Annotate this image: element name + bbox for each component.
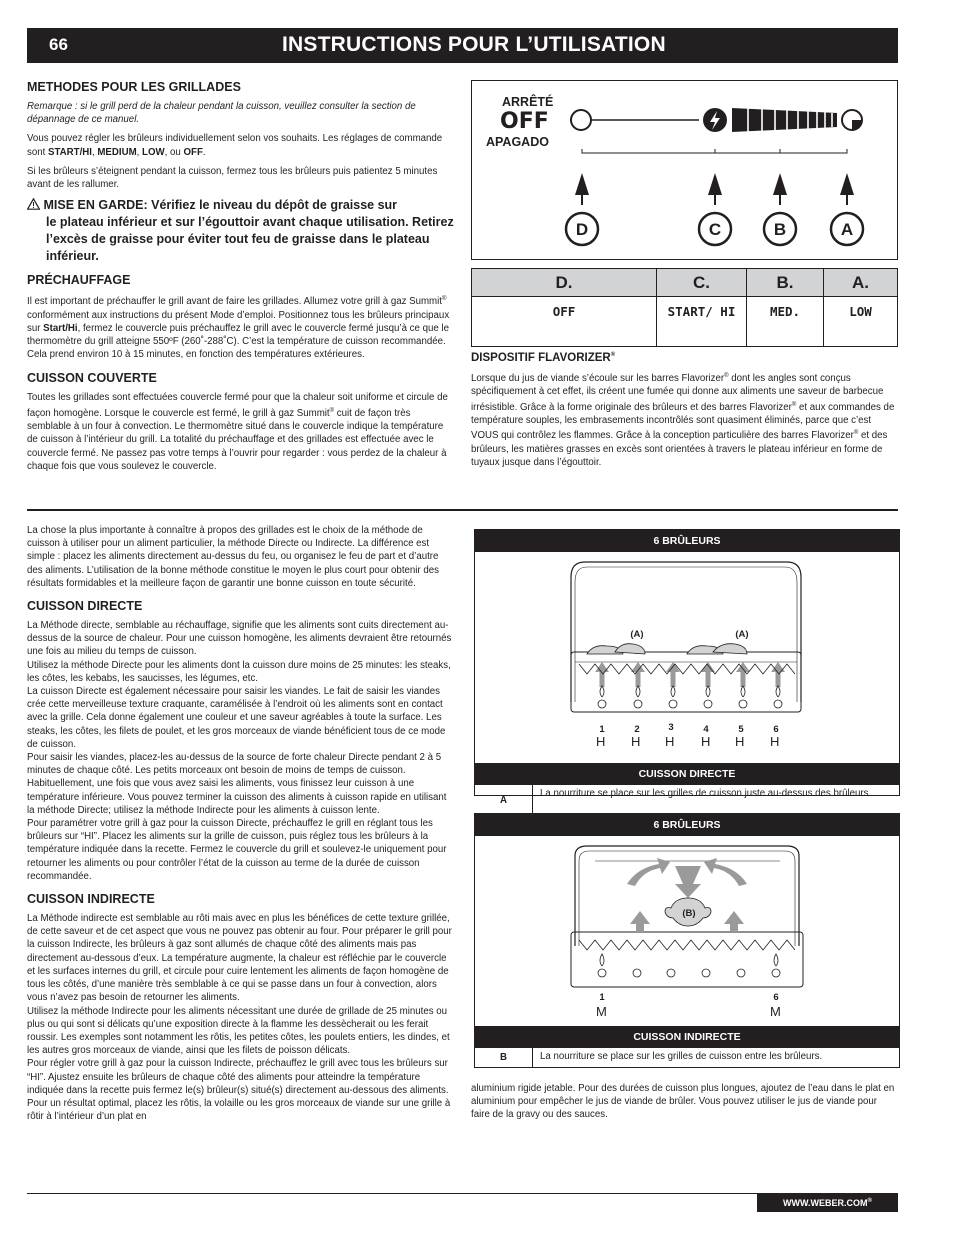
callout-b: B xyxy=(773,220,787,239)
left-top-column xyxy=(27,80,455,479)
directe-para-1: La Méthode directe, semblable au réchauffage, signifie que les aliments sont cuits directement au-dessus de la source de chaleur. Pour une cuisson homogène, les aliments devraient être retournés une fois au milieu du temps de cuisson. xyxy=(27,620,452,658)
low-position-icon xyxy=(842,110,862,130)
methodes-para-2: Si les brûleurs s’éteignent pendant la cuisson, fermez tous les brûleurs puis patientez 5 minutes avant de les rallumer. xyxy=(27,165,438,191)
burner-setting-2: H xyxy=(631,734,641,749)
figure-direct-subtitle: CUISSON DIRECTE xyxy=(475,763,899,785)
methodes-para-1: Vous pouvez régler les brûleurs individuellement selon vos souhaits. Les réglages de commande sont START/HI, MEDIUM, LOW, ou OFF. xyxy=(27,133,443,158)
burner-number-1-indirect: 1 xyxy=(599,992,605,1003)
flavorizer-heading: DISPOSITIF FLAVORIZER® xyxy=(471,352,616,364)
indirecte-para-2: Utilisez la méthode Indirecte pour les aliments nécessitant une durée de grillade de 25 minutes ou plus ou qui sont si délicats qu’une exposition directe à la flamme les dessècherait ou les ferait roussir. Les exemples sont notamment les rôtis, les petites côtes, les poulets entiers, les dindes, et les autres gros morceaux de viande, ainsi que les filets de poisson délicats. xyxy=(27,1005,450,1057)
methodes-heading: METHODES POUR LES GRILLADES xyxy=(27,80,241,94)
footer-website: WWW.WEBER.COM® xyxy=(757,1193,898,1212)
control-panel-diagram xyxy=(471,80,898,260)
burner-setting-5: H xyxy=(735,734,745,749)
burner-number-5: 5 xyxy=(738,724,744,735)
food-label-a-1: (A) xyxy=(630,629,644,640)
knob-settings-table xyxy=(471,268,898,347)
burner-setting-4: H xyxy=(701,734,711,749)
prechauffage-para: Il est important de préchauffer le grill avant de faire les grillades. Allumez votre grill à gaz Summit® conformément aux instructions du présent Mode d’emploi. Positionnez tous les brûleurs principaux sur Start/Hi, fermez le couvercle puis préchauffez le grill avec le couvercle fermé jusqu’à ce que le thermomètre du grill atteigne 550ºF (260˚-288˚C). C’est la température de cuisson recommandée. Cela prend environ 10 à 15 minutes, en fonction des températures extérieures. xyxy=(27,296,450,361)
burner-number-2: 2 xyxy=(634,724,640,735)
warning-rest: le plateau inférieur et sur l’égouttoir avant chaque utilisation. Retirez l’excès de graisse pour éviter tout feu de graisse dans le plateau inférieur. xyxy=(46,215,454,264)
figure-indirect-subtitle: CUISSON INDIRECTE xyxy=(475,1026,899,1048)
page-number: 66 xyxy=(49,35,68,54)
grill-illustration-indirect xyxy=(475,836,899,1026)
food-label-a-2: (A) xyxy=(735,629,749,640)
methodes-note: Remarque : si le grill perd de la chaleur pendant la cuisson, veuillez consulter la section de dépannage de ce manuel. xyxy=(27,101,416,126)
legend-text-a: La nourriture se place sur les grilles de cuisson juste au-dessus des brûleurs. xyxy=(540,788,872,799)
prechauffage-heading: PRÉCHAUFFAGE xyxy=(27,273,131,288)
grill-illustration-direct xyxy=(475,552,899,749)
couverte-heading: CUISSON COUVERTE xyxy=(27,371,157,386)
burner-flames-indirect xyxy=(598,954,780,977)
cell-a: LOW xyxy=(824,297,898,347)
header-bar xyxy=(27,28,898,63)
left-bottom-column xyxy=(27,524,455,1123)
callout-a: A xyxy=(840,220,854,239)
directe-para-4: Pour saisir les viandes, placez-les au-dessus de la source de forte chaleur Directe pendant 2 à 5 minutes de chaque côté. Les petits morceaux ont besoin de moins de temps de cuisson. Habituellement, une fois que vous avez saisi les aliments, vous finissez leur cuisson à une température inférieure. Vous pouvez terminer la cuisson des aliments à cuisson rapide en utilisant la méthode Directe; utilisez la méthode Indirecte pour les aliments à cuisson lente. xyxy=(27,752,447,816)
cell-d: OFF xyxy=(472,297,657,347)
intro-para: La chose la plus importante à connaître à propos des grillades est le choix de la méthode de cuisson à utiliser pour un aliment particulier, la méthode Directe ou Indirecte. La différence est simple : placez les aliments directement au-dessus du feu, ou organisez le feu de part et d’autre des aliments. L’utilisation de la bonne méthode constitue le moyen le plus court pour obtenir des résultats formidables et la meilleure façon de garantir une bonne cuisson en toute sécurité. xyxy=(27,525,439,589)
burner-number-6-indirect: 6 xyxy=(773,992,779,1003)
off-label: OFF xyxy=(500,109,549,134)
col-header-a: A. xyxy=(824,269,898,297)
flavorizer-para: Lorsque du jus de viande s’écoule sur les barres Flavorizer® dont les angles sont conçus spécifiquement à cet effet, ils créent une fumée qui donne aux aliments une saveur de barbecue irrésistible. Grâce à la forme originale des brûleurs et des barres Flavorizer® et aux commandes de température souples, les embrasements incontrôlés sont quasiment éliminés, parce que c’est VOUS qui contrôlez les flammes. Grâce à la conception particulière des barres Flavorizer® et des brûleurs, les matières grasses en excès sont orientées à travers le plateau inférieur en forme de tuyaux jusque dans l’égouttoir. xyxy=(471,373,895,468)
legend-text-b: La nourriture se place sur les grilles de cuisson entre les brûleurs. xyxy=(540,1051,823,1062)
food-label-b: (B) xyxy=(682,908,696,919)
continuation-para: aluminium rigide jetable. Pour des durées de cuisson plus longues, ajoutez de l’eau dans le plat en aluminium pour empêcher le jus de viande de brûler. Vous pouvez utiliser le jus de viande pour faire de la gravy ou des sauces. xyxy=(471,1083,895,1121)
indirecte-continuation xyxy=(471,1082,898,1128)
figure-indirect-cooking xyxy=(474,813,900,1068)
indirecte-heading: CUISSON INDIRECTE xyxy=(27,892,155,907)
burner-setting-1: H xyxy=(596,734,606,749)
figure-direct-cooking xyxy=(474,529,900,806)
couverte-para: Toutes les grillades sont effectuées couvercle fermé pour que la chaleur soit uniforme et circule de façon homogène. Lorsque le couvercle est fermé, le grill à gaz Summit® cuit de façon très semblable à un four à convection. Le thermomètre situé dans le couvercle indique la température de cuisson à l’intérieur du grill. La totalité du préchauffage et des grillades est effectuée avec le couvercle fermé. Ne passez pas votre temps à l’ouvrir pour regarder : vous perdez de la chaleur à chaque fois que vous soulevez le couvercle. xyxy=(27,392,448,472)
flavorizer-section xyxy=(471,352,898,475)
burner-flames xyxy=(598,686,782,708)
off-position-circle xyxy=(571,110,591,130)
figure-indirect-legend xyxy=(475,1048,899,1068)
directe-para-5: Pour paramétrer votre grill à gaz pour la cuisson Directe, préchauffez le grill en réglant tous les brûleurs sur “HI”. Placez les aliments sur la grille de cuisson, puis réglez tous les brûleurs à la température indiquée dans la recette. Fermez le couvercle du grill et soulevez-le uniquement pour retourner les aliments ou pour contrôler l’état de la cuisson au terme de la durée de cuisson recommandée. xyxy=(27,818,447,882)
warning-line-1: MISE EN GARDE: Vérifiez le niveau du dépôt de graisse sur xyxy=(43,198,398,213)
heat-arrows xyxy=(602,670,778,687)
callout-arrows xyxy=(575,173,854,205)
apagado-label: APAGADO xyxy=(486,135,549,149)
page-title: INSTRUCTIONS POUR L’UTILISATION xyxy=(282,33,666,56)
burner-setting-1-indirect: M xyxy=(596,1004,607,1019)
warning-icon xyxy=(27,198,43,212)
col-header-b: B. xyxy=(747,269,824,297)
figure-direct-title: 6 BRÛLEURS xyxy=(475,530,899,552)
directe-para-3: La cuisson Directe est également nécessaire pour saisir les viandes. Le fait de saisir les viandes crée cette merveilleuse texture craquante, caramélisée à l’endroit où les aliments sont en contact avec la grille. Cela donne également une couleur et une saveur agréables à toute la surface. Les steaks, les côtes, les filets de poulet, et les gros morceaux de viande bénéficient tous de ce mode de cuisson. xyxy=(27,686,446,750)
burner-number-1: 1 xyxy=(599,724,605,735)
figure-indirect-title: 6 BRÛLEURS xyxy=(475,814,899,836)
burner-number-3: 3 xyxy=(668,722,674,733)
indirecte-para-3: Pour régler votre grill à gaz pour la cuisson Indirecte, préchauffez le grill avec tous les brûleurs sur “HI”. Ajustez ensuite les brûleurs de chaque côté des aliments pour atteindre la température indiquée dans la recette puis fermez le(s) brûleur(s) situé(s) directement au-dessous des aliments. Pour un résultat optimal, placez les rôtis, la volaille ou les gros morceaux de viande sur une grille à rôtir à l’intérieur d’un plat en xyxy=(27,1058,451,1123)
cell-c: START/ HI xyxy=(657,297,747,347)
directe-heading: CUISSON DIRECTE xyxy=(27,599,143,614)
burner-number-6: 6 xyxy=(773,724,779,735)
col-header-d: D. xyxy=(472,269,657,297)
burner-setting-6-indirect: M xyxy=(770,1004,781,1019)
ignition-icon xyxy=(703,108,727,132)
section-divider xyxy=(27,509,898,511)
legend-key-b: B xyxy=(475,1048,533,1068)
burner-number-4: 4 xyxy=(703,724,709,735)
burner-setting-3: H xyxy=(665,734,675,749)
arrete-label: ARRÊTÉ xyxy=(502,95,554,109)
directe-para-2: Utilisez la méthode Directe pour les aliments dont la cuisson dure moins de 25 minutes: les steaks, les côtes, les kebabs, les saucisses, les légumes, etc. xyxy=(27,659,451,684)
cell-b: MED. xyxy=(747,297,824,347)
callout-d: D xyxy=(575,220,589,239)
warning-block xyxy=(27,197,455,265)
col-header-c: C. xyxy=(657,269,747,297)
legend-key-a: A xyxy=(475,785,533,817)
callout-c: C xyxy=(708,220,722,239)
indirecte-para-1: La Méthode indirecte est semblable au rôti mais avec en plus les bénéfices de cette texture grillée, de cette saveur et de cet aspect que vous ne pouvez pas obtenir au four. Pour préparer le grill pour la cuisson Indirecte, les brûleurs à gaz sont allumés de chaque côté des aliments mais pas directement au-dessous d’eux. La température augmente, la chaleur est réfléchie par le couvercle et les surfaces internes du grill, et circule pour cuire lentement les aliments de façon homogène de tous les côtés, d’une manière très semblable à ce qui se passe dans un four à convection, alors vous n’avez pas besoin de retourner les aliments. xyxy=(27,913,452,1004)
burner-setting-6: H xyxy=(770,734,780,749)
